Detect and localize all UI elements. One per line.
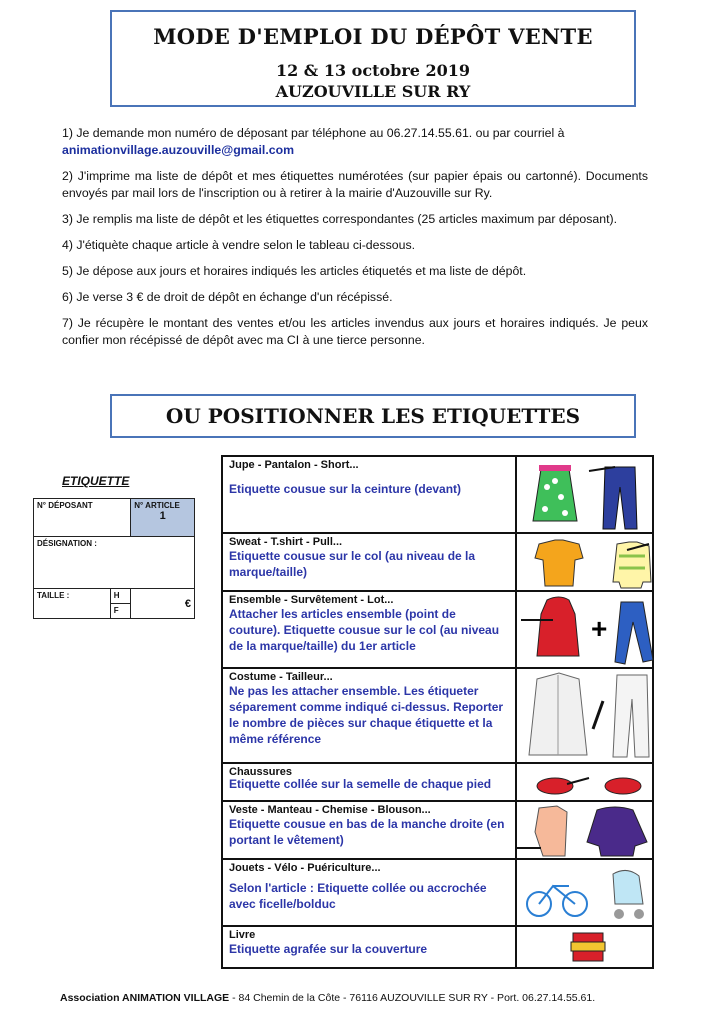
rule-category: Livre — [229, 929, 256, 941]
footer-address: - 84 Chemin de la Côte - 76116 AUZOUVILLE SUR RY - Port. 06.27.14.55.61. — [229, 992, 596, 1004]
rule-description: Etiquette collée sur la semelle de chaque pied — [229, 777, 492, 791]
step-5: 5) Je dépose aux jours et horaires indiqués les articles étiquetés et ma liste de dépôt. — [62, 264, 527, 278]
table-row — [222, 456, 653, 533]
etiquette-sample — [33, 498, 195, 619]
step-4: 4) J'étiquète chaque article à vendre selon le tableau ci-dessous. — [62, 238, 416, 252]
article-label: N° ARTICLE — [134, 501, 180, 510]
table-row — [222, 668, 653, 763]
step-6: 6) Je verse 3 € de droit de dépôt en échange d'un récépissé. — [62, 290, 393, 304]
rule-description: Etiquette cousue sur la ceinture (devant) — [229, 482, 462, 496]
event-place: AUZOUVILLE SUR RY — [275, 82, 471, 101]
tshirt-sweater-icon — [516, 533, 653, 591]
step-1 — [62, 125, 648, 159]
rule-description: Etiquette cousue sur le col (au niveau de la marque/taille) — [229, 549, 476, 579]
rule-category: Veste - Manteau - Chemise - Blouson... — [229, 804, 431, 816]
section-title: OU POSITIONNER LES ETIQUETTES — [110, 394, 636, 438]
article-number: 1 — [159, 510, 166, 522]
steps-list — [62, 125, 648, 358]
step-1-text: 1) Je demande mon numéro de déposant par téléphone au 06.27.14.55.61. ou par courriel à — [62, 126, 565, 140]
step-7: 7) Je récupère le montant des ventes et/ou les articles invendus aux jours et horaires indiqués. Je peux confier mon récépissé de dépôt avec ma CI à une tierce personne. — [62, 316, 648, 347]
step-3: 3) Je remplis ma liste de dépôt et les étiquettes correspondantes (25 articles maximum par déposant). — [62, 212, 617, 226]
books-icon — [516, 926, 653, 968]
shoes-icon — [516, 763, 653, 801]
price-cell: € — [131, 589, 195, 619]
footer — [60, 992, 595, 1004]
hoodie-plus-pants-icon — [516, 591, 653, 668]
rule-description: Attacher les articles ensemble (point de couture). Etiquette cousue sur le col (au niveau de la marque/taille) du 1er article — [229, 607, 500, 653]
deposant-cell: N° DÉPOSANT — [34, 499, 131, 537]
table-row — [222, 533, 653, 591]
rule-category: Jupe - Pantalon - Short... — [229, 459, 359, 471]
rule-category: Sweat - T.shirt - Pull... — [229, 536, 343, 548]
table-row — [222, 591, 653, 668]
email-link[interactable]: animationvillage.auzouville@gmail.com — [62, 143, 295, 157]
table-row — [222, 926, 653, 968]
table-row — [222, 763, 653, 801]
etiquette-title: ETIQUETTE — [62, 474, 130, 488]
f-cell: F — [110, 604, 131, 619]
rule-description: Ne pas les attacher ensemble. Les étiqueter séparement comme indiqué ci-dessus. Reporter le nombre de pièces sur chaque étiquette et la même référence — [229, 684, 504, 746]
suit-icon — [516, 668, 653, 763]
rule-category: Costume - Tailleur... — [229, 671, 333, 683]
table-row — [222, 801, 653, 859]
footer-org: Association ANIMATION VILLAGE — [60, 992, 230, 1004]
bike-stroller-icon — [516, 859, 653, 926]
step-2: 2) J'imprime ma liste de dépôt et mes étiquettes numérotées (sur papier épais ou cartonné). Documents envoyés par mail lors de l'inscription ou à retirer à la mairie d'Auzouville sur Ry. — [62, 169, 648, 200]
rule-description: Etiquette agrafée sur la couverture — [229, 942, 428, 956]
rule-category: Ensemble - Survêtement - Lot... — [229, 594, 394, 606]
header-box — [110, 10, 636, 107]
rule-category: Jouets - Vélo - Puériculture... — [229, 862, 381, 874]
table-row — [222, 859, 653, 926]
svg-text:+: + — [591, 613, 608, 644]
skirt-trousers-icon — [516, 456, 653, 533]
rule-category: Chaussures — [229, 766, 292, 778]
rules-table — [221, 455, 654, 969]
rule-description: Etiquette cousue en bas de la manche droite (en portant le vêtement) — [229, 817, 505, 847]
jacket-icon — [516, 801, 653, 859]
taille-cell: TAILLE : — [34, 589, 111, 619]
designation-cell: DÉSIGNATION : — [34, 537, 195, 589]
article-cell — [131, 499, 195, 537]
event-dates: 12 & 13 octobre 2019 — [275, 61, 471, 80]
rule-description: Selon l'article : Etiquette collée ou accrochée avec ficelle/bolduc — [229, 881, 487, 911]
page-title: MODE D'EMPLOI DU DÉPÔT VENTE — [153, 24, 593, 49]
h-cell: H — [110, 589, 131, 604]
